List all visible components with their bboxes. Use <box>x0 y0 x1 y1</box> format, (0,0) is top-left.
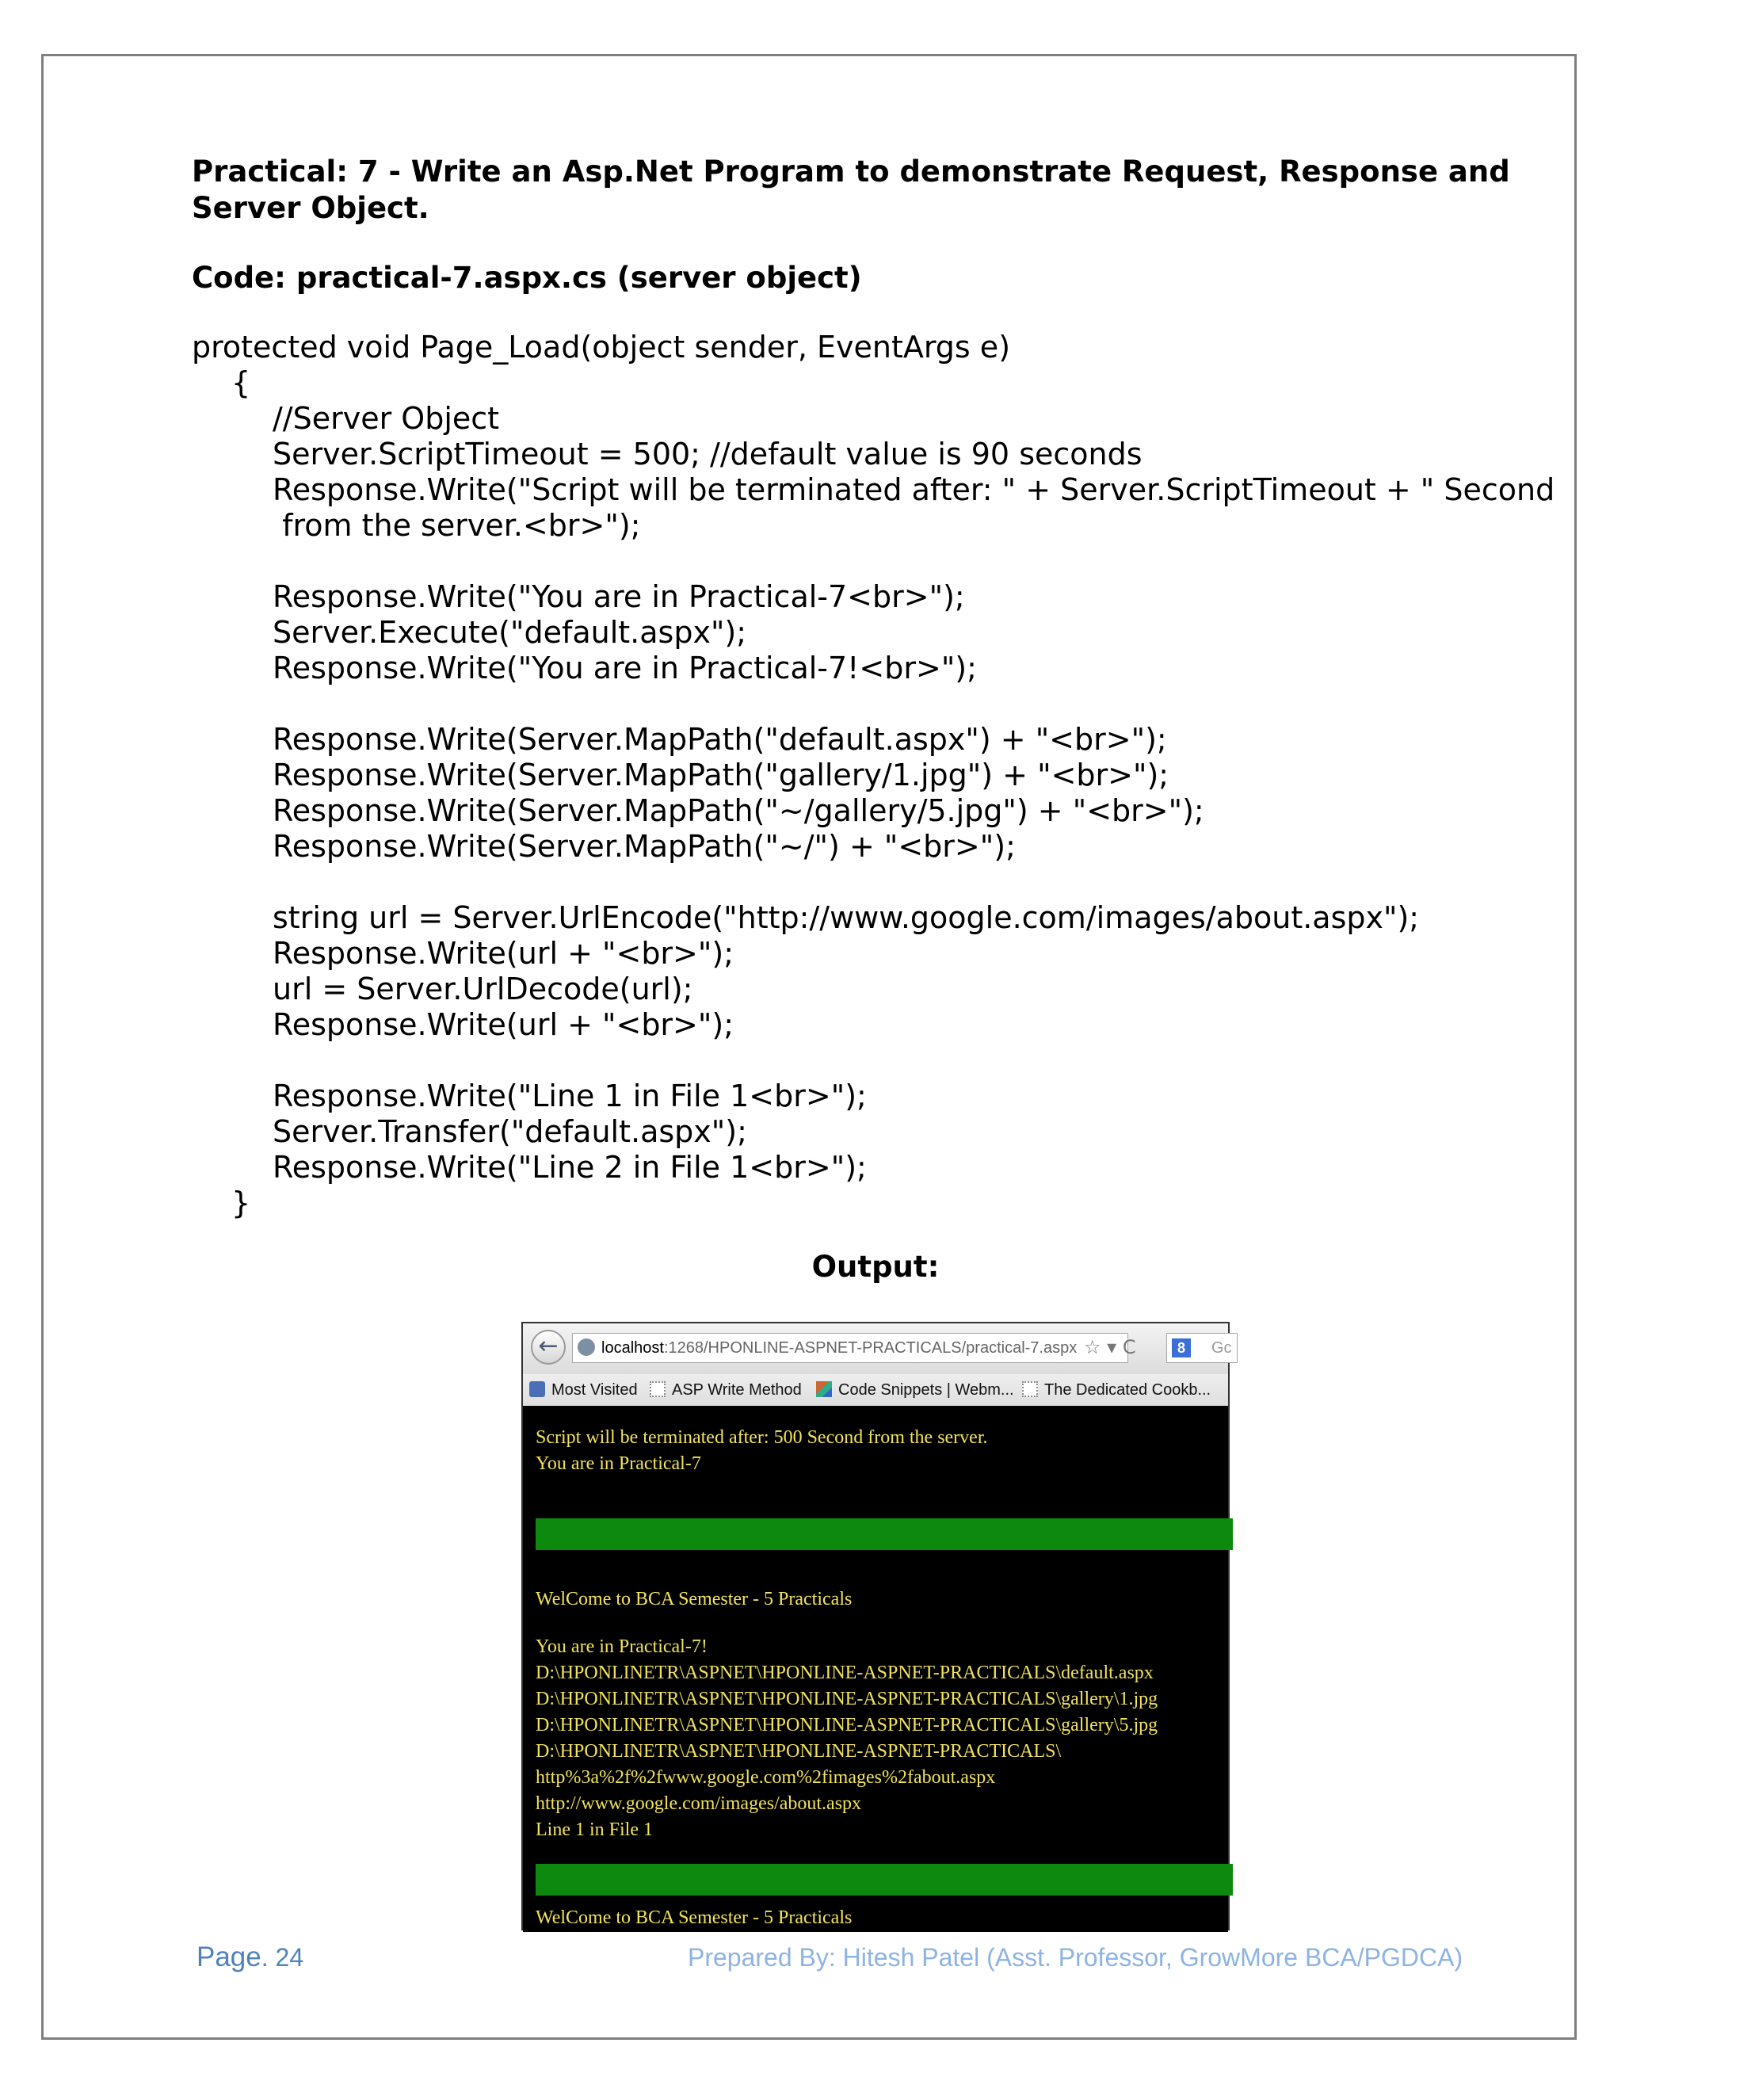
code-line: Response.Write(Server.MapPath("~/gallery/5.jpg") + "<br>"); <box>273 793 1204 828</box>
code-line: Response.Write("Script will be terminated after: " + Server.ScriptTimeout + " Second <box>273 472 1555 507</box>
output-label: Output: <box>811 1250 940 1284</box>
welcome-text: WelCome to BCA Semester - 5 Practicals <box>536 1589 853 1609</box>
code-line: Response.Write(url + "<br>"); <box>273 1007 734 1042</box>
green-banner <box>536 1518 1233 1550</box>
page-number <box>196 1942 303 1973</box>
most-visited-icon <box>529 1381 545 1397</box>
output-line: You are in Practical-7! <box>536 1636 708 1657</box>
code-line: Response.Write(Server.MapPath("default.aspx") + "<br>"); <box>273 722 1167 757</box>
code-line: from the server.<br>"); <box>273 508 641 543</box>
practical-title-line-2: Server Object. <box>192 191 429 225</box>
code-line: Response.Write(Server.MapPath("~/") + "<br>"); <box>273 829 1016 864</box>
bookmarks-bar <box>523 1374 1228 1407</box>
output-line: http://www.google.com/images/about.aspx <box>536 1793 862 1814</box>
code-line: //Server Object <box>273 401 500 436</box>
output-line: http%3a%2f%2fwww.google.com%2fimages%2fabout.aspx <box>536 1767 996 1788</box>
search-box[interactable] <box>1166 1333 1238 1363</box>
code-line: Response.Write(url + "<br>"); <box>273 936 734 971</box>
output-line: Line 1 in File 1 <box>536 1819 653 1840</box>
browser-toolbar <box>523 1323 1232 1375</box>
code-line: Response.Write("You are in Practical-7!<br>"); <box>273 651 977 685</box>
prepared-by: Prepared By: Hitesh Patel (Asst. Professor, GrowMore BCA/PGDCA) <box>688 1943 1463 1972</box>
code-line: Response.Write("Line 1 in File 1<br>"); <box>273 1079 867 1113</box>
code-line: string url = Server.UrlEncode("http://www.google.com/images/about.aspx"); <box>273 900 1420 935</box>
bookmark-most-visited[interactable]: Most Visited <box>529 1374 638 1406</box>
code-line: Server.Execute("default.aspx"); <box>273 615 747 650</box>
page-icon <box>1022 1381 1038 1397</box>
output-line: Script will be terminated after: 500 Second from the server. <box>536 1427 988 1448</box>
code-line: Response.Write("Line 2 in File 1<br>"); <box>273 1150 867 1185</box>
code-line: Response.Write(Server.MapPath("gallery/1.jpg") + "<br>"); <box>273 758 1169 792</box>
globe-icon <box>578 1338 595 1356</box>
output-line: D:\HPONLINETR\ASPNET\HPONLINE-ASPNET-PRACTICALS\default.aspx <box>536 1663 1154 1683</box>
search-text: Gc <box>1211 1339 1232 1357</box>
practical-title-line-1: Practical: 7 - Write an Asp.Net Program to demonstrate Request, Response and <box>192 155 1510 189</box>
code-caption: Code: practical-7.aspx.cs (server object) <box>192 261 862 295</box>
code-line: { <box>231 365 251 400</box>
page-word: Page <box>196 1942 261 1972</box>
code-line: } <box>231 1186 251 1220</box>
output-line: D:\HPONLINETR\ASPNET\HPONLINE-ASPNET-PRACTICALS\gallery\5.jpg <box>536 1715 1158 1735</box>
code-line: protected void Page_Load(object sender, EventArgs e) <box>192 330 1011 365</box>
bookmark-code-snippets[interactable]: Code Snippets | Webm... <box>816 1374 1014 1406</box>
bookmark-asp-write-method[interactable]: ASP Write Method <box>650 1374 802 1406</box>
code-line: Server.Transfer("default.aspx"); <box>273 1114 747 1149</box>
code-line: Response.Write("You are in Practical-7<br>"); <box>273 579 965 614</box>
url-host: localhost <box>601 1339 664 1357</box>
back-arrow-icon[interactable]: ← <box>531 1330 566 1365</box>
page-icon <box>650 1381 666 1397</box>
welcome-text: WelCome to BCA Semester - 5 Practicals <box>536 1907 853 1928</box>
code-line: url = Server.UrlDecode(url); <box>273 972 693 1006</box>
bookmark-dedicated-cookbook[interactable]: The Dedicated Cookb... <box>1022 1374 1211 1406</box>
url-path: :1268/HPONLINE-ASPNET-PRACTICALS/practical-7.aspx <box>663 1339 1078 1357</box>
output-line: D:\HPONLINETR\ASPNET\HPONLINE-ASPNET-PRACTICALS\gallery\1.jpg <box>536 1689 1158 1709</box>
browser-content <box>523 1406 1228 1932</box>
page-number-value: . 24 <box>261 1943 304 1972</box>
search-engine-icon: 8 <box>1172 1338 1191 1357</box>
browser-screenshot <box>521 1322 1230 1930</box>
address-bar[interactable] <box>572 1333 1128 1363</box>
output-line: You are in Practical-7 <box>536 1453 701 1474</box>
star-reload-icons[interactable]: ☆ ▾ C <box>1084 1336 1136 1358</box>
code-line: Server.ScriptTimeout = 500; //default value is 90 seconds <box>273 437 1143 472</box>
code-snippets-icon <box>816 1381 832 1397</box>
output-line: D:\HPONLINETR\ASPNET\HPONLINE-ASPNET-PRACTICALS\ <box>536 1741 1062 1762</box>
green-banner <box>536 1864 1233 1896</box>
